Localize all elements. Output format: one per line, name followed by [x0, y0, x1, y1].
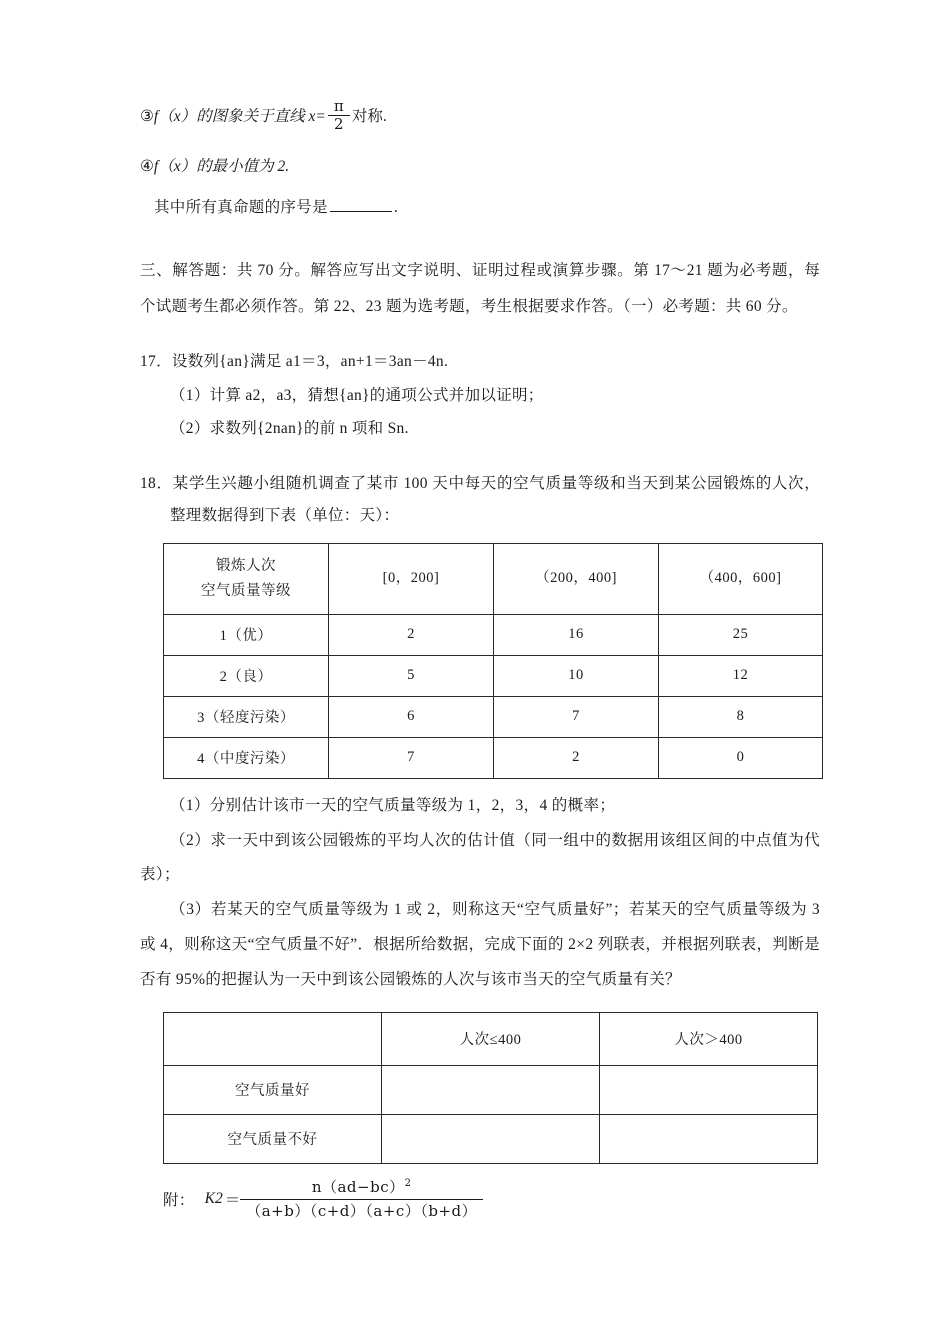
table-row — [164, 737, 823, 778]
table1-cell-r4c2: 2 — [494, 737, 659, 778]
question-17-sub-2: （2）求数列{2nan}的前 n 项和 Sn. — [170, 420, 409, 438]
table1-col-header-3: （400，600] — [659, 543, 823, 614]
proposition-3-prefix: f（x）的图象关于直线 x= — [153, 107, 326, 125]
page-content — [140, 97, 821, 1221]
question-17-stem-text: 设数列{an}满足 a1＝3，an+1＝3an－4n. — [171, 353, 449, 371]
table2-cell-r1c1[interactable] — [382, 1065, 600, 1114]
table-row — [164, 1114, 818, 1163]
proposition-3-marker: ③ — [140, 107, 154, 125]
table2-col-header-1: 人次≤400 — [382, 1012, 600, 1065]
table1-row-label-2: 2（良） — [164, 655, 329, 696]
table2-corner-cell — [164, 1012, 382, 1065]
table2-col-header-2: 人次＞400 — [600, 1012, 818, 1065]
table-header-row — [164, 1012, 818, 1065]
table1-cell-r1c3: 25 — [659, 614, 823, 655]
proposition-4 — [140, 159, 820, 175]
table1-cell-r4c3: 0 — [659, 737, 823, 778]
formula-numerator — [306, 1178, 418, 1199]
table2-row-label-2: 空气质量不好 — [164, 1114, 382, 1163]
table1-cell-r1c1: 2 — [329, 614, 494, 655]
formula-equals: ＝ — [224, 1192, 241, 1210]
table1-cell-r2c2: 10 — [494, 655, 659, 696]
fill-in-blank-line — [140, 193, 820, 223]
table-row — [164, 614, 823, 655]
question-18-number: 18． — [140, 474, 173, 492]
question-17-sub-1: （1）计算 a2，a3，猜想{an}的通项公式并加以证明； — [170, 386, 544, 404]
table1-row-label-4: 4（中度污染） — [164, 737, 329, 778]
table1-col-header-2: （200，400] — [494, 543, 659, 614]
table1-cell-r4c1: 7 — [329, 737, 494, 778]
fill-in-blank-prefix: 其中所有真命题的序号是 — [154, 198, 328, 216]
question-18-sub-2: （2）求一天中到该公园锻炼的平均人次的估计值（同一组中的数据用该组区间的中点值为代表）； — [140, 831, 820, 884]
table1-cell-r2c3: 12 — [659, 655, 823, 696]
proposition-4-text: f（x）的最小值为 2. — [153, 158, 290, 176]
fraction-denominator: 2 — [334, 115, 344, 134]
table1-cell-r3c2: 7 — [494, 696, 659, 737]
question-17-stem — [140, 346, 820, 379]
formula-label: 附： — [163, 1192, 195, 1210]
section-heading: 三、解答题：共 70 分。解答应写出文字说明、证明过程或演算步骤。第 17～21 题为必考题，每个试题考生都必须作答。第 22、23 题为选考题，考生根据要求作答。（一）必考题：共 60 分。 — [140, 262, 820, 315]
formula-name: K2 — [204, 1190, 223, 1208]
table-row — [164, 696, 823, 737]
proposition-3-suffix: 对称. — [351, 107, 387, 125]
table1-corner-label-top: 锻炼人次 — [216, 558, 276, 575]
table2-cell-r2c1[interactable] — [382, 1114, 600, 1163]
k-squared-formula — [140, 1178, 820, 1221]
proposition-4-marker: ④ — [140, 158, 154, 176]
table2-cell-r1c2[interactable] — [600, 1065, 818, 1114]
table1-row-label-3: 3（轻度污染） — [164, 696, 329, 737]
table-row — [164, 1065, 818, 1114]
table1-row-label-1: 1（优） — [164, 614, 329, 655]
formula-numerator-text: n（ad−bc） — [311, 1177, 405, 1196]
table1-cell-r3c1: 6 — [329, 696, 494, 737]
question-18-sub-3: （3）若某天的空气质量等级为 1 或 2，则称这天“空气质量好”；若某天的空气质量等级为 3 或 4，则称这天“空气质量不好”．根据所给数据，完成下面的 2×2 列联表，并根据列联表，判断是否有 95%的把握认为一天中到该公园锻炼的人次与该市当天的空气质量有关？ — [140, 901, 820, 989]
table2-row-label-1: 空气质量好 — [164, 1065, 382, 1114]
table1-cell-r2c1: 5 — [329, 655, 494, 696]
table1-col-header-1: [0，200] — [329, 543, 494, 614]
table1-corner-cell — [164, 543, 329, 614]
pi-over-two-fraction — [328, 99, 350, 132]
table2-cell-r2c2[interactable] — [600, 1114, 818, 1163]
table1-cell-r3c3: 8 — [659, 696, 823, 737]
question-17-number: 17． — [140, 353, 172, 371]
proposition-3 — [140, 97, 820, 134]
question-18-sub-1: （1）分别估计该市一天的空气质量等级为 1，2，3，4 的概率； — [170, 796, 616, 814]
question-18-stem — [140, 468, 820, 533]
formula-fraction — [240, 1178, 483, 1221]
fill-in-blank-suffix: . — [393, 198, 398, 216]
table-header-row — [164, 543, 823, 614]
table1-corner-label-bottom: 空气质量等级 — [201, 582, 291, 599]
table-row — [164, 655, 823, 696]
question-18-stem-text: 某学生兴趣小组随机调查了某市 100 天中每天的空气质量等级和当天到某公园锻炼的人次，整理数据得到下表（单位：天）： — [170, 474, 821, 525]
formula-numerator-exponent: 2 — [404, 1177, 412, 1189]
fraction-numerator: π — [333, 97, 344, 115]
answer-blank[interactable] — [330, 198, 392, 212]
question-18 — [140, 468, 820, 1221]
air-quality-frequency-table — [163, 543, 823, 779]
contingency-table — [163, 1012, 818, 1164]
table1-cell-r1c2: 16 — [494, 614, 659, 655]
question-17 — [140, 346, 820, 445]
formula-denominator: （a+b）（c+d）（a+c）（b+d） — [246, 1202, 478, 1221]
